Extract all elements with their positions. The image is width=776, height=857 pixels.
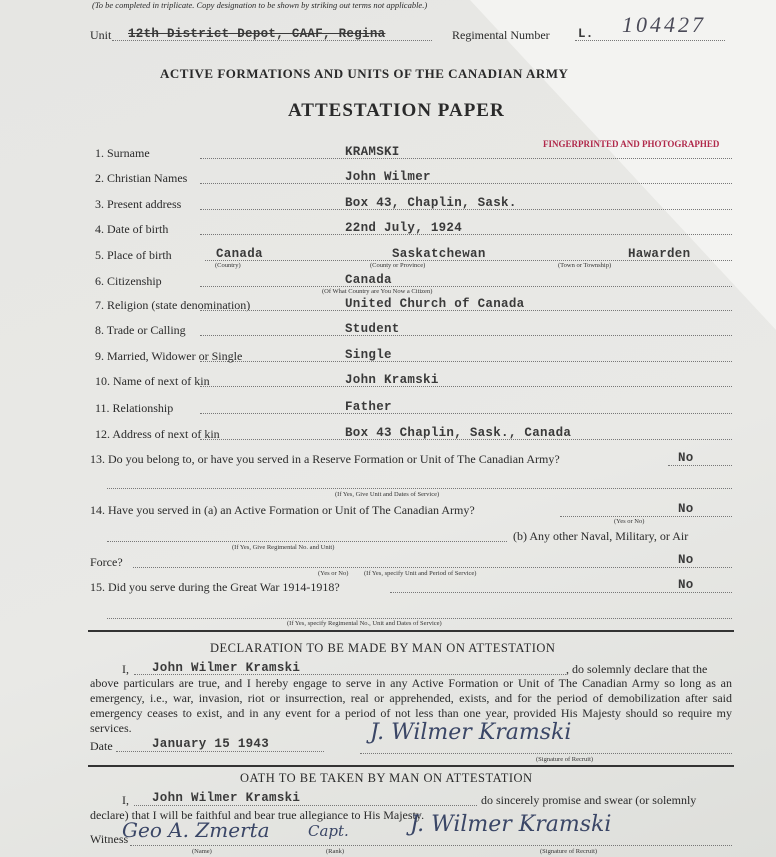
birth-country: Canada [216,247,263,261]
form-header: ACTIVE FORMATIONS AND UNITS OF THE CANADIAN ARMY [160,66,569,81]
field-label: 11. Relationship [95,401,174,415]
q14-caption-yn: (Yes or No) [614,518,645,525]
triplicate-note: (To be completed in triplicate. Copy designation to be shown by striking out terms not applicable.) [92,0,428,10]
field-label: 7. Religion (state denomination) [95,298,251,312]
birth-town: Hawarden [628,247,691,261]
caption-rank: (Rank) [326,848,345,855]
field-caption: (Of What Country are You Now a Citizen) [322,288,433,295]
field-value: Box 43, Chaplin, Sask. [345,196,517,210]
q14-text: 14. Have you served in (a) an Active Formation or Unit of The Canadian Army? [90,503,475,517]
field-label: 10. Name of next of kin [95,374,210,388]
caption-name: (Name) [192,848,212,855]
field-label: 1. Surname [95,146,150,160]
field-dots [200,158,732,159]
declaration-text1: , do solemnly declare that the [566,662,708,676]
signature-caption: (Signature of Recruit) [536,756,594,763]
regimental-prefix: L. [578,27,594,41]
field-label: 5. Place of birth [95,248,172,262]
field-value: Box 43 Chaplin, Sask., Canada [345,426,572,440]
oath-signature: J. Wilmer Kramski [410,812,612,837]
oath-text2: declare) that I will be faithful and bear true allegiance to His Majesty. [90,808,425,822]
field-dots [200,183,732,184]
field-value: Single [345,348,392,362]
birth-province: Saskatchewan [392,247,486,261]
q14b-caption-unit: (If Yes, specify Unit and Period of Service) [364,570,477,577]
field-label: 12. Address of next of kin [95,427,220,441]
q13-caption: (If Yes, Give Unit and Dates of Service) [335,491,440,498]
q14b-caption-yn: (Yes or No) [318,570,349,577]
unit-label: Unit [90,28,112,42]
regimental-label: Regimental Number [452,28,550,42]
unit-value: 12th District Depot, CAAF, Regina [128,27,386,41]
field-label: 2. Christian Names [95,171,188,185]
caption-signature: (Signature of Recruit) [540,848,598,855]
oath-text1: do sincerely promise and swear (or solemnly [481,793,697,807]
witness-label: Witness [90,832,129,846]
field-dots [200,234,732,235]
witness-name: Geo A. Zmerta [122,818,270,842]
regimental-number: 104427 [622,12,706,37]
field-label: 8. Trade or Calling [95,323,186,337]
field-dots [200,361,732,362]
field-value: Canada [345,273,392,287]
field-value: Student [345,322,400,336]
declaration-name: John Wilmer Kramski [152,661,301,675]
field-value: John Kramski [345,373,439,387]
oath-name: John Wilmer Kramski [152,791,301,805]
field-value: Father [345,400,392,414]
field-dots [200,386,732,387]
field-label: 9. Married, Widower or Single [95,349,243,363]
declaration-body: above particulars are true, and I hereby engage to serve in any Active Formation or Unit of The Canadian Army so long as an emergency, i.e., war, invasion, riot or insurrection, real or apprehended, exists, and for the period of demobilization after said emergency ceases to exist, and in any event for a period of not less than one year, provided His Majesty should so require my services. [90,676,732,735]
declaration-heading: DECLARATION TO BE MADE BY MAN ON ATTESTATION [210,641,556,655]
witness-rank: Capt. [308,822,349,840]
q15-text: 15. Did you serve during the Great War 1914-1918? [90,580,340,594]
field-value: United Church of Canada [345,297,525,311]
field-value: 22nd July, 1924 [345,221,463,235]
caption-town: (Town or Township) [558,262,612,269]
field-dots [200,335,732,336]
caption-country: (Country) [215,262,241,269]
q14b-text2: Force? [90,555,123,569]
declaration-i: I, [122,662,129,676]
date-value: January 15 1943 [152,737,270,751]
q15-answer: No [678,578,694,592]
q13-answer: No [678,451,694,465]
q13-text: 13. Do you belong to, or have you served in a Reserve Formation or Unit of The Canadian Army? [90,452,560,466]
form-title: ATTESTATION PAPER [288,100,505,121]
field-dots [200,413,732,414]
recruit-signature: J. Wilmer Kramski [370,720,572,745]
oath-i: I, [122,793,129,807]
q14-caption-reg: (If Yes, Give Regimental No. and Unit) [232,544,335,551]
q15-caption: (If Yes, specify Regimental No., Unit and Dates of Service) [287,620,442,627]
field-dots [200,286,732,287]
date-label: Date [90,739,113,753]
field-label: 4. Date of birth [95,222,169,236]
q14b-text: (b) Any other Naval, Military, or Air [513,529,689,543]
oath-heading: OATH TO BE TAKEN BY MAN ON ATTESTATION [240,771,533,785]
field-label: 6. Citizenship [95,274,162,288]
field-label: 3. Present address [95,197,182,211]
fingerprint-stamp: FINGERPRINTED AND PHOTOGRAPHED [543,139,720,149]
field-value: John Wilmer [345,170,431,184]
caption-province: (County or Province) [370,262,426,269]
q14b-answer: No [678,553,694,567]
q14-answer: No [678,502,694,516]
field-value: KRAMSKI [345,145,400,159]
